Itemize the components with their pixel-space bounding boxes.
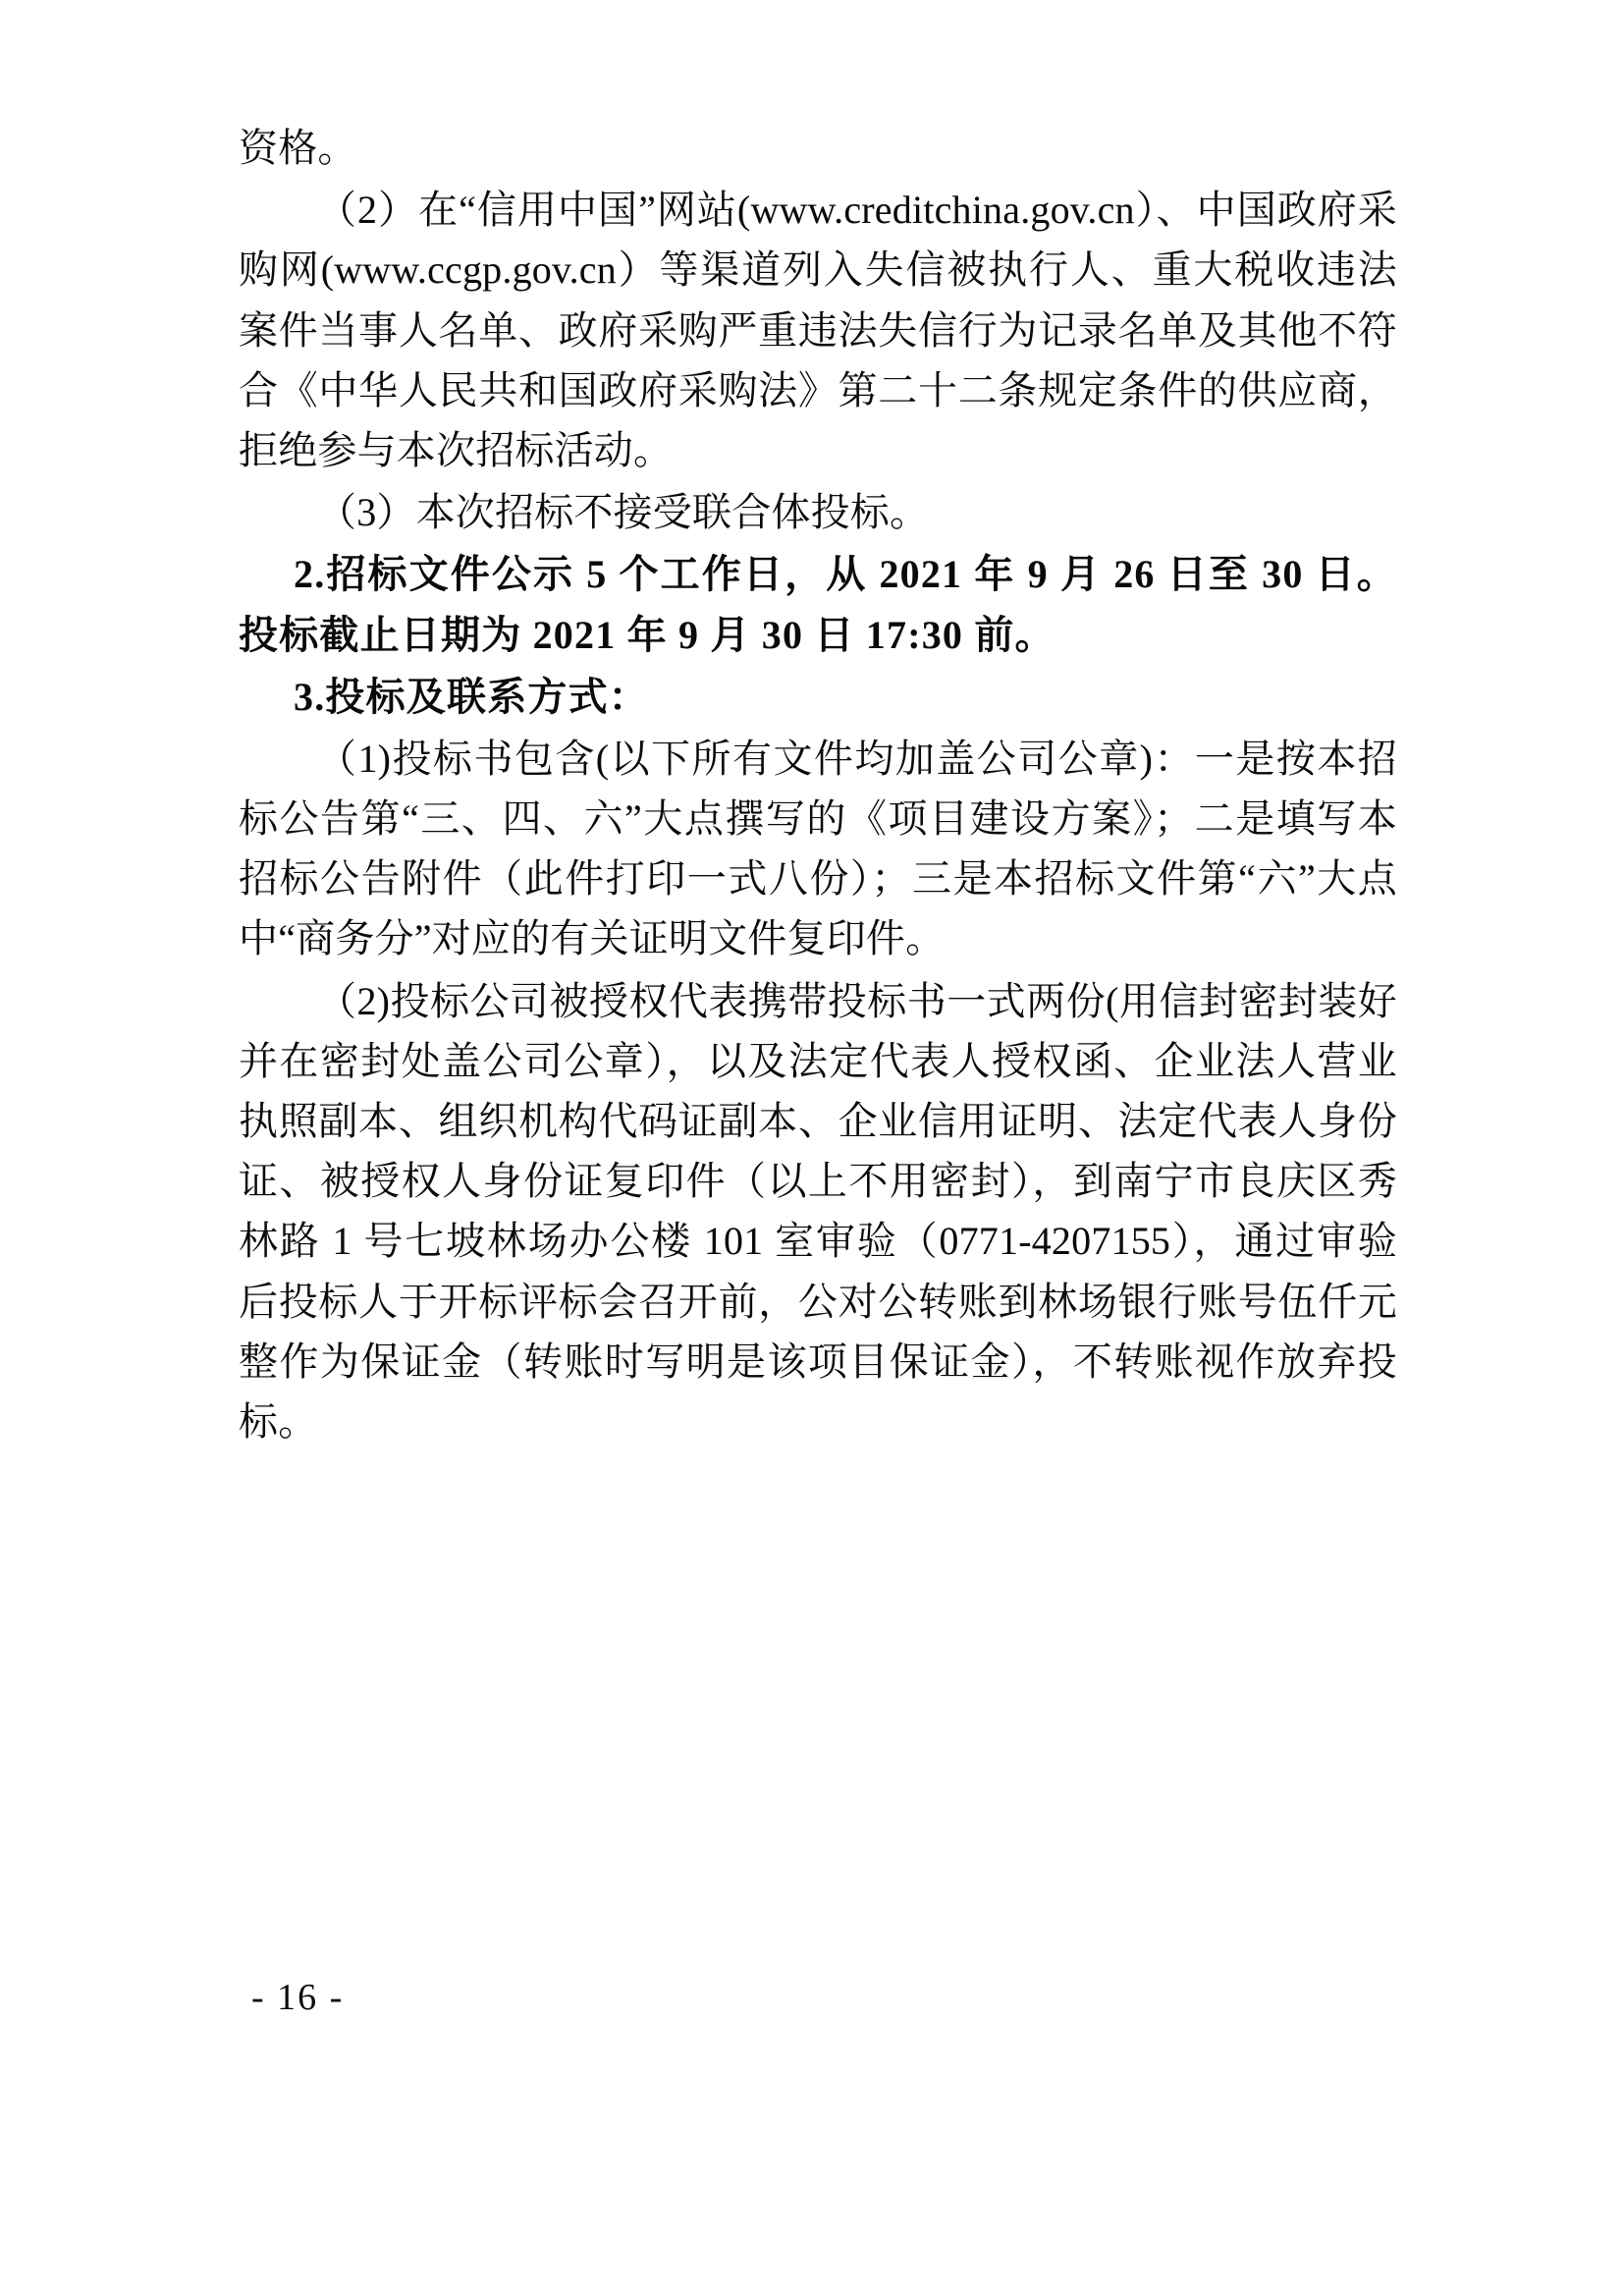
page-number: - 16 -	[251, 1977, 345, 2018]
paragraph-qualification: 资格。	[239, 126, 357, 170]
paragraph-credit-china: （2）在“信用中国”网站(www.creditchina.gov.cn）、中国政府采购网(www.ccgp.gov.cn）等渠道列入失信被执行人、重大税收违法案件当事人名单、政府采购严重违法失信行为记录名单及其他不符合《中华人民共和国政府采购法》第二十二条规定条件的供应商，拒绝参与本次招标活动。	[239, 188, 1397, 472]
paragraph-bid-documents: （1)投标书包含(以下所有文件均加盖公司公章)：一是按本招标公告第“三、四、六”大点撰写的《项目建设方案》；二是填写本招标公告附件（此件打印一式八份）；三是本招标文件第“六”大点中“商务分”对应的有关证明文件复印件。	[239, 736, 1397, 961]
page-body-text	[239, 118, 1397, 1453]
paragraph-bid-submission: （2)投标公司被授权代表携带投标书一式两份(用信封密封装好并在密封处盖公司公章），以及法定代表人授权函、企业法人营业执照副本、组织机构代码证副本、企业信用证明、法定代表人身份证、被授权人身份证复印件（以上不用密封），到南宁市良庆区秀林路 1 号七坡林场办公楼 101 室审验（0771-4207155），通过审验后投标人于开标评标会召开前，公对公转账到林场银行账号伍仟元整作为保证金（转账时写明是该项目保证金），不转账视作放弃投标。	[239, 978, 1397, 1444]
paragraph-publicity-period: 2.招标文件公示 5 个工作日，从 2021 年 9 月 26 日至 30 日。投标截止日期为 2021 年 9 月 30 日 17:30 前。	[239, 552, 1397, 657]
paragraph-no-consortium: （3）本次招标不接受联合体投标。	[317, 490, 930, 535]
paragraph-bid-contact-heading: 3.投标及联系方式：	[294, 674, 649, 719]
